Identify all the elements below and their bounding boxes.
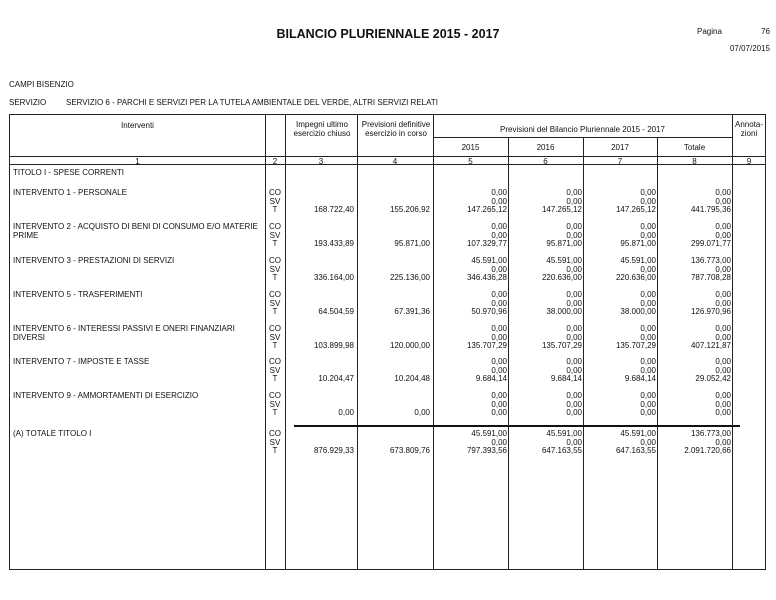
header-previsioni-pluriennale: Previsioni del Bilancio Pluriennale 2015 - 2017: [500, 125, 665, 134]
table-row-code: T: [272, 341, 278, 350]
comune-name: CAMPI BISENZIO: [9, 80, 74, 89]
table-row-y2017-value: 135.707,29: [615, 341, 656, 350]
table-row-code: CO: [269, 222, 281, 231]
column-number: 8: [692, 157, 697, 166]
table-row-code: CO: [269, 256, 281, 265]
table-row-y2015-value: 0,00: [491, 332, 507, 342]
table-row-previsioni: 95.871,00: [394, 239, 430, 248]
table-row-label: INTERVENTO 9 - AMMORTAMENTI DI ESERCIZIO: [13, 391, 199, 400]
table-row-code: T: [272, 374, 278, 383]
table-row-y2016-value: 0,00: [566, 298, 582, 308]
table-row-label: INTERVENTO 7 - IMPOSTE E TASSE: [13, 357, 150, 366]
table-row-y2016-value: 0,00: [566, 357, 582, 366]
table-row-y2016-value: 0,00: [566, 222, 582, 231]
total-row-y2016-value: 0,00: [566, 437, 582, 447]
table-row-y2016-value: 95.871,00: [546, 239, 582, 248]
column-number: 1: [135, 157, 140, 166]
table-row-totale-value: 0,00: [715, 298, 731, 308]
column-divider: [357, 115, 358, 569]
table-row-label: INTERVENTO 5 - TRASFERIMENTI: [13, 290, 143, 299]
table-row-impegni: 193.433,89: [313, 239, 354, 248]
column-number: 5: [468, 157, 473, 166]
table-row-y2016-value: 0,00: [566, 264, 582, 274]
table-row-code: CO: [269, 391, 281, 400]
table-row-totale-value: 0,00: [715, 324, 731, 333]
table-row-code: SV: [269, 264, 281, 274]
total-row-totale-value: 0,00: [715, 437, 731, 447]
table-row-y2017-value: 0,00: [640, 264, 656, 274]
table-row-y2017-value: 9.684,14: [624, 374, 656, 383]
page-number: 76: [761, 27, 770, 36]
servizio-label: SERVIZIO: [9, 98, 47, 107]
table-row-y2015-value: 0,00: [491, 391, 507, 400]
table-row-y2015-value: 45.591,00: [471, 256, 507, 265]
table-row-y2015-value: 0,00: [491, 357, 507, 366]
table-row-y2015-value: 0,00: [491, 222, 507, 231]
table-row-y2017-value: 0,00: [640, 222, 656, 231]
table-row-totale-value: 441.795,36: [690, 205, 731, 214]
table-row-y2015-value: 0,00: [491, 324, 507, 333]
table-row-y2016-value: 135.707,29: [541, 341, 582, 350]
table-row-y2015-value: 0,00: [491, 298, 507, 308]
table-row-y2017-value: 0,00: [640, 196, 656, 206]
table-row-y2015-value: 107.329,77: [466, 239, 507, 248]
table-row-y2016-value: 9.684,14: [550, 374, 582, 383]
table-row-totale-value: 0,00: [715, 408, 731, 417]
table-row-totale-value: 787.708,28: [690, 273, 731, 282]
table-row-label: INTERVENTO 6 - INTERESSI PASSIVI E ONERI FINANZIARI DIVERSI: [13, 324, 235, 342]
table-row-y2017-value: 0,00: [640, 365, 656, 375]
table-row-code: SV: [269, 298, 281, 308]
table-row-impegni: 64.504,59: [318, 307, 354, 316]
table-row-y2017-value: 0,00: [640, 332, 656, 342]
table-row-y2017-value: 38.000,00: [620, 307, 656, 316]
table-row-previsioni: 225.136,00: [389, 273, 430, 282]
table-row-y2017-value: 0,00: [640, 230, 656, 240]
table-row-impegni: 103.899,98: [313, 341, 354, 350]
table-row-totale-value: 0,00: [715, 399, 731, 409]
table-row-previsioni: 0,00: [414, 408, 430, 417]
table-row-impegni: 0,00: [338, 408, 354, 417]
table-row-code: CO: [269, 357, 281, 366]
header-impegni: Impegni ultimo esercizio chiuso: [293, 120, 351, 138]
table-row-previsioni: 67.391,36: [394, 307, 430, 316]
table-row-label: INTERVENTO 2 - ACQUISTO DI BENI DI CONSUMO E/O MATERIE PRIME: [13, 222, 258, 240]
table-row-y2017-value: 220.636,00: [615, 273, 656, 282]
table-row-code: SV: [269, 399, 281, 409]
table-row-y2015-value: 346.436,28: [466, 273, 507, 282]
total-row-y2017-value: 0,00: [640, 437, 656, 447]
header-interventi: Interventi: [121, 121, 154, 130]
table-row-y2017-value: 147.265,12: [615, 205, 656, 214]
table-row-impegni: 336.164,00: [313, 273, 354, 282]
table-row-code: SV: [269, 230, 281, 240]
table-row-y2015-value: 0,00: [491, 365, 507, 375]
table-row-totale-value: 407.121,87: [690, 341, 731, 350]
document-date: 07/07/2015: [729, 44, 770, 53]
table-row-code: T: [272, 408, 278, 417]
header-year-2017: 2017: [611, 143, 629, 152]
document-title: BILANCIO PLURIENNALE 2015 - 2017: [276, 27, 500, 41]
table-row-totale-value: 0,00: [715, 222, 731, 231]
table-row-totale-value: 0,00: [715, 230, 731, 240]
total-separator: [294, 425, 740, 427]
table-row-label: INTERVENTO 3 - PRESTAZIONI DI SERVIZI: [13, 256, 175, 265]
table-row-y2016-value: 0,00: [566, 332, 582, 342]
table-row-code: T: [272, 205, 278, 214]
table-row-y2016-value: 0,00: [566, 196, 582, 206]
table-row-totale-value: 0,00: [715, 188, 731, 197]
table-row-y2016-value: 0,00: [566, 408, 582, 417]
table-row-code: T: [272, 239, 278, 248]
table-row-y2017-value: 0,00: [640, 188, 656, 197]
column-divider: [508, 137, 509, 569]
total-row-label: (A) TOTALE TITOLO I: [13, 429, 92, 438]
table-row-totale-value: 299.071,77: [690, 239, 731, 248]
column-divider: [265, 115, 266, 569]
header-year-2015: 2015: [461, 143, 480, 152]
table-row-y2016-value: 45.591,00: [546, 256, 582, 265]
table-row-totale-value: 0,00: [715, 196, 731, 206]
table-row-totale-value: 0,00: [715, 290, 731, 299]
table-row-totale-value: 126.970,96: [690, 307, 731, 316]
table-row-y2015-value: 50.970,96: [471, 307, 507, 316]
column-number: 7: [617, 157, 623, 166]
table-row-totale-value: 0,00: [715, 365, 731, 375]
table-row-y2016-value: 0,00: [566, 391, 582, 400]
total-row-code: T: [272, 446, 278, 455]
column-divider: [657, 137, 658, 569]
table-row-y2017-value: 0,00: [640, 324, 656, 333]
table-row-code: CO: [269, 324, 281, 333]
table-row-y2016-value: 38.000,00: [546, 307, 582, 316]
total-row-previsioni: 673.809,76: [389, 446, 430, 455]
table-row-impegni: 168.722,40: [313, 205, 354, 214]
table-row-y2016-value: 0,00: [566, 188, 582, 197]
header-previsioni: Previsioni definitive esercizio in corso: [361, 120, 431, 138]
total-row-code: CO: [269, 429, 281, 438]
table-row-y2015-value: 135.707,29: [466, 341, 507, 350]
header-annotazioni: Annota- zioni: [734, 120, 764, 138]
titolo-heading: TITOLO I - SPESE CORRENTI: [13, 168, 124, 177]
header-year-2016: 2016: [536, 143, 555, 152]
total-row-totale-value: 2.091.720,66: [684, 446, 731, 455]
table-row-y2016-value: 0,00: [566, 230, 582, 240]
table-row-impegni: 10.204,47: [318, 374, 354, 383]
table-row-totale-value: 0,00: [715, 332, 731, 342]
table-row-y2015-value: 0,00: [491, 264, 507, 274]
table-row-y2015-value: 0,00: [491, 188, 507, 197]
table-row-code: CO: [269, 188, 281, 197]
table-row-y2016-value: 0,00: [566, 290, 582, 299]
table-row-y2015-value: 9.684,14: [475, 374, 507, 383]
header-divider: [433, 137, 732, 138]
table-row-y2016-value: 0,00: [566, 399, 582, 409]
table-row-code: SV: [269, 365, 281, 375]
table-row-y2017-value: 0,00: [640, 399, 656, 409]
column-number: 3: [318, 157, 324, 166]
table-row-totale-value: 136.773,00: [690, 256, 731, 265]
table-row-code: T: [272, 307, 278, 316]
table-row-previsioni: 10.204,48: [394, 374, 430, 383]
budget-table: [9, 114, 766, 570]
table-row-code: CO: [269, 290, 281, 299]
total-row-totale-value: 136.773,00: [690, 429, 731, 438]
table-row-previsioni: 155.206,92: [389, 205, 430, 214]
table-row-totale-value: 29.052,42: [695, 374, 731, 383]
column-divider: [433, 115, 434, 569]
table-row-y2017-value: 0,00: [640, 298, 656, 308]
table-row-y2017-value: 95.871,00: [620, 239, 656, 248]
header-totale: Totale: [683, 143, 706, 152]
column-divider: [732, 115, 733, 569]
table-row-y2017-value: 45.591,00: [620, 256, 656, 265]
table-row-y2017-value: 0,00: [640, 290, 656, 299]
table-row-y2016-value: 0,00: [566, 324, 582, 333]
table-row-y2017-value: 0,00: [640, 408, 656, 417]
table-row-y2017-value: 0,00: [640, 357, 656, 366]
total-row-impegni: 876.929,33: [313, 446, 354, 455]
servizio-text: SERVIZIO 6 - PARCHI E SERVIZI PER LA TUTELA AMBIENTALE DEL VERDE, ALTRI SERVIZI RELATI: [66, 98, 438, 107]
table-row-label: INTERVENTO 1 - PERSONALE: [13, 188, 127, 197]
column-divider: [583, 137, 584, 569]
column-number: 6: [543, 157, 548, 166]
table-row-totale-value: 0,00: [715, 264, 731, 274]
table-row-y2015-value: 0,00: [491, 230, 507, 240]
table-row-y2016-value: 0,00: [566, 365, 582, 375]
page-label: Pagina: [697, 27, 722, 36]
table-row-previsioni: 120.000,00: [389, 341, 430, 350]
total-row-y2016-value: 45.591,00: [546, 429, 582, 438]
table-row-y2017-value: 0,00: [640, 391, 656, 400]
total-row-y2016-value: 647.163,55: [541, 446, 582, 455]
table-row-y2015-value: 0,00: [491, 399, 507, 409]
table-row-y2015-value: 0,00: [491, 196, 507, 206]
column-divider: [285, 115, 286, 569]
table-row-code: SV: [269, 332, 281, 342]
column-number: 4: [392, 157, 398, 166]
total-row-y2017-value: 647.163,55: [615, 446, 656, 455]
table-row-totale-value: 0,00: [715, 357, 731, 366]
total-row-y2015-value: 0,00: [491, 437, 507, 447]
column-number: 9: [746, 157, 752, 166]
table-row-y2015-value: 147.265,12: [466, 205, 507, 214]
table-row-y2015-value: 0,00: [491, 290, 507, 299]
table-row-y2016-value: 220.636,00: [541, 273, 582, 282]
table-row-y2016-value: 147.265,12: [541, 205, 582, 214]
total-row-y2017-value: 45.591,00: [620, 429, 656, 438]
column-number: 2: [272, 157, 278, 166]
total-row-y2015-value: 797.393,56: [466, 446, 507, 455]
table-row-code: SV: [269, 196, 281, 206]
table-row-code: T: [272, 273, 278, 282]
total-row-code: SV: [269, 437, 281, 447]
table-row-y2015-value: 0,00: [491, 408, 507, 417]
total-row-y2015-value: 45.591,00: [471, 429, 507, 438]
table-row-totale-value: 0,00: [715, 391, 731, 400]
